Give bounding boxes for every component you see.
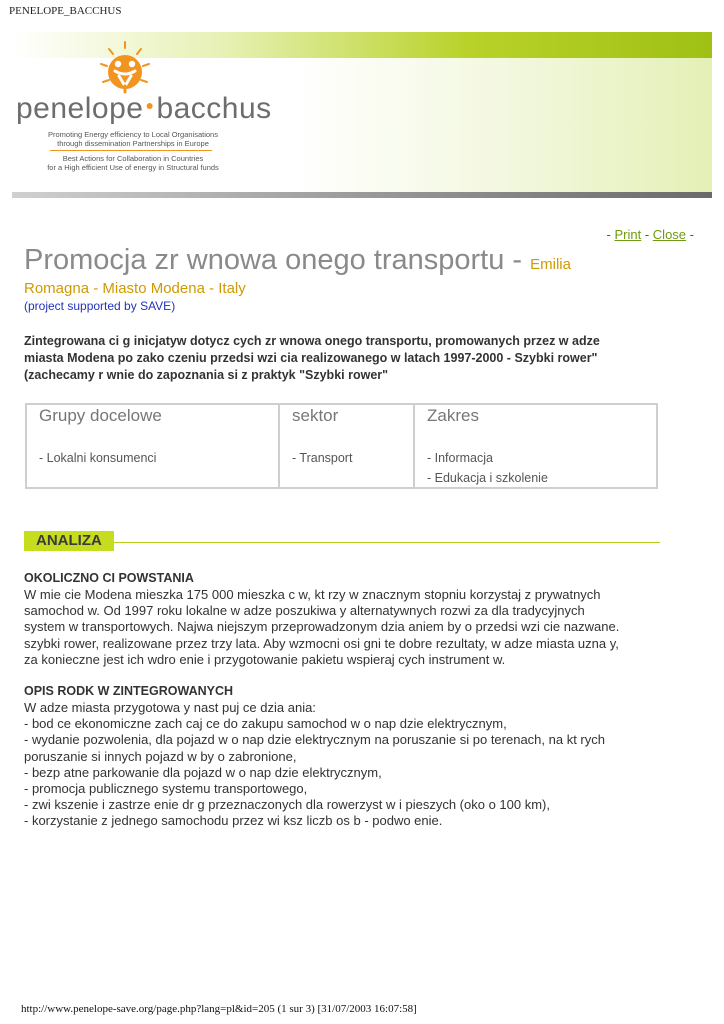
tagline-line: Best Actions for Collaboration in Countries [62, 154, 204, 163]
okolicznosci-text [24, 587, 664, 668]
text-line: - korzystanie z jednego samochodu przez wi ksz liczb os b - podwo enie. [24, 813, 443, 829]
column-header: Grupy docelowe [39, 406, 162, 425]
text-line: - bezp atne parkowanie dla pojazd w o nap dzie elektrycznym, [24, 764, 382, 780]
column-item: - Transport [292, 451, 353, 465]
sector-column [278, 405, 414, 487]
brand-dot-icon: ● [145, 97, 155, 113]
links-suffix: - [686, 227, 694, 242]
text-line: system w transportowych. Najwa niejszym przeprowadzonym dzia aniem by o przedsi wzi cie nazwane. [24, 619, 620, 635]
tagline-line: for a High efficient Use of energy in Structural funds [47, 163, 219, 172]
tagline-best-actions [18, 154, 248, 172]
project-info-table [25, 403, 658, 489]
column-item: - Edukacja i szkolenie [427, 471, 548, 485]
page-title-region: Emilia [530, 256, 571, 273]
opis-text [24, 700, 664, 830]
intro-line: miasta Modena po zako czeniu przedsi wzi cia realizowanego w latach 1997-2000 - Szybki rower" [24, 351, 598, 365]
site-header [12, 32, 712, 192]
supported-note: (project supported by SAVE) [24, 299, 176, 313]
print-link[interactable]: Print [614, 227, 642, 242]
section-divider [24, 542, 660, 543]
text-line: - promocja publicznego systemu transportowego, [24, 781, 308, 797]
intro-line: Zintegrowana ci g inicjatyw dotycz cych zr wnowa onego transportu, promowanych przez w adze [24, 334, 600, 348]
section-title-analiza: ANALIZA [24, 531, 114, 551]
column-header: sektor [292, 406, 339, 425]
column-header: Zakres [427, 406, 479, 425]
text-line: - zwi kszenie i zastrze enie dr g przeznaczonych dla rowerzyst w i pieszych (oko o 100 km), [24, 797, 550, 813]
opis-heading: OPIS RODK W ZINTEGROWANYCH [24, 684, 234, 698]
page-title-main: Promocja zr wnowa onego transportu - [24, 244, 531, 276]
scope-column [413, 405, 658, 487]
okolicznosci-heading: OKOLICZNO CI POWSTANIA [24, 571, 194, 585]
links-prefix: - [606, 227, 615, 242]
target-groups-column [27, 405, 276, 487]
text-line: W adze miasta przygotowa y nast puj ce dzia ania: [24, 700, 316, 715]
text-line: szybki rower, realizowane przez trzy lata. Aby wzmocni osi gni te dobre rezultaty, w adze miasta uzna y, [24, 635, 619, 651]
text-line: W mie cie Modena mieszka 175 000 mieszka c w, kt rzy w znacznym stopniu korzystaj z prywatnych [24, 587, 601, 602]
tagline-divider [50, 150, 212, 151]
page-label: PENELOPE_BACCHUS [9, 5, 122, 17]
close-link[interactable]: Close [652, 227, 687, 242]
column-item: - Lokalni konsumenci [39, 451, 157, 465]
page-title [24, 244, 571, 277]
brand-wordmark [16, 92, 272, 126]
text-line: za konieczne jest ich wdro enie i przygotowanie pakietu wspieraj cych instrument w. [24, 651, 506, 667]
brand-right: bacchus [156, 92, 272, 125]
tagline-line: through dissemination Partnerships in Europe [57, 139, 209, 148]
text-line: samochod w. Od 1997 roku lokalne w adze poszukiwa y alternatywnych rozwi za dla tradycyjnych [24, 603, 585, 619]
text-line: - bod ce ekonomiczne zach caj ce do zakupu samochod w o nap dzie elektrycznym, [24, 716, 507, 732]
text-line: - wydanie pozwolenia, dla pojazd w o nap dzie elektrycznym na poruszanie si po terenach, na kt rych [24, 732, 605, 748]
text-line: poruszanie si innych pojazd w by o zabronione, [24, 748, 297, 764]
intro-line: (zachecamy r wnie do zapoznania si z praktyk "Szybki rower" [24, 368, 389, 382]
tagline-promoting [18, 130, 248, 148]
page-footer-url: http://www.penelope-save.org/page.php?lang=pl&id=205 (1 sur 3) [31/07/2003 16:07:58] [21, 1003, 417, 1015]
intro-paragraph [24, 333, 664, 384]
tagline-line: Promoting Energy efficiency to Local Organisations [48, 130, 218, 139]
page-subtitle: Romagna - Miasto Modena - Italy [24, 280, 246, 297]
header-bottom-bar [12, 192, 712, 198]
column-item: - Informacja [427, 451, 493, 465]
links-separator: - [641, 227, 653, 242]
page-actions [607, 227, 694, 242]
brand-left: penelope [16, 92, 144, 125]
